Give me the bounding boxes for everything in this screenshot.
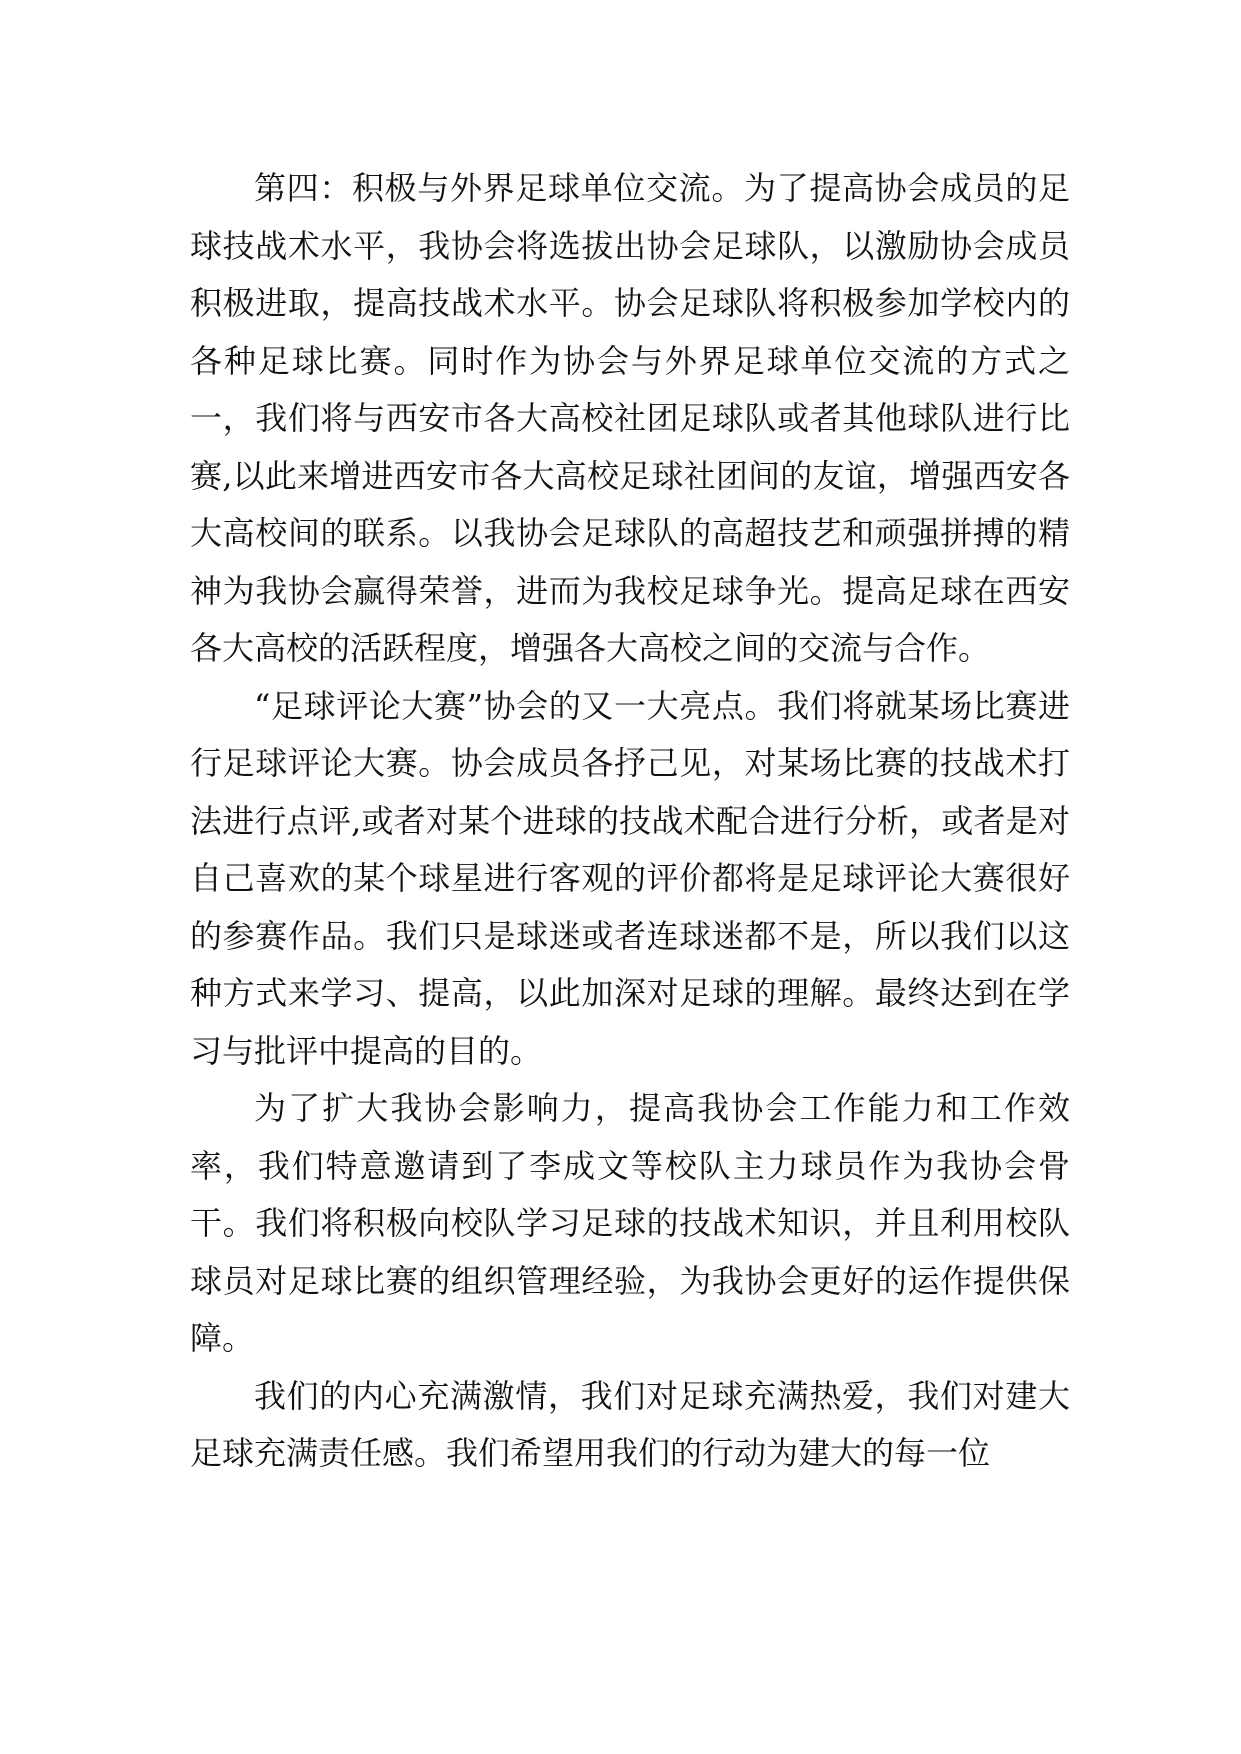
paragraph-exchange: 第四：积极与外界足球单位交流。为了提高协会成员的足球技战术水平，我协会将选拔出协会足球队，以激励协会成员积极进取，提高技战术水平。协会足球队将积极参加学校内的各种足球比赛。同时作为协会与外界足球单位交流的方式之一，我们将与西安市各大高校社团足球队或者其他球队进行比赛,以此来增进西安市各大高校足球社团间的友谊，增强西安各大高校间的联系。以我协会足球队的高超技艺和顽强拼搏的精神为我协会赢得荣誉，进而为我校足球争光。提高足球在西安各大高校的活跃程度，增强各大高校之间的交流与合作。 [190, 169, 1070, 667]
paragraph-influence: 为了扩大我协会影响力，提高我协会工作能力和工作效率，我们特意邀请到了李成文等校队主力球员作为我协会骨干。我们将积极向校队学习足球的技战术知识，并且利用校队球员对足球比赛的组织管理经验，为我协会更好的运作提供保障。 [190, 1089, 1070, 1357]
document-body [190, 160, 1070, 1483]
paragraph-passion: 我们的内心充满激情，我们对足球充满热爱，我们对建大足球充满责任感。我们希望用我们的行动为建大的每一位 [190, 1376, 1070, 1472]
paragraph-commentary-contest: “足球评论大赛”协会的又一大亮点。我们将就某场比赛进行足球评论大赛。协会成员各抒己见，对某场比赛的技战术打法进行点评,或者对某个进球的技战术配合进行分析，或者是对自己喜欢的某个球星进行客观的评价都将是足球评论大赛很好的参赛作品。我们只是球迷或者连球迷都不是，所以我们以这种方式来学习、提高，以此加深对足球的理解。最终达到在学习与批评中提高的目的。 [190, 686, 1070, 1070]
